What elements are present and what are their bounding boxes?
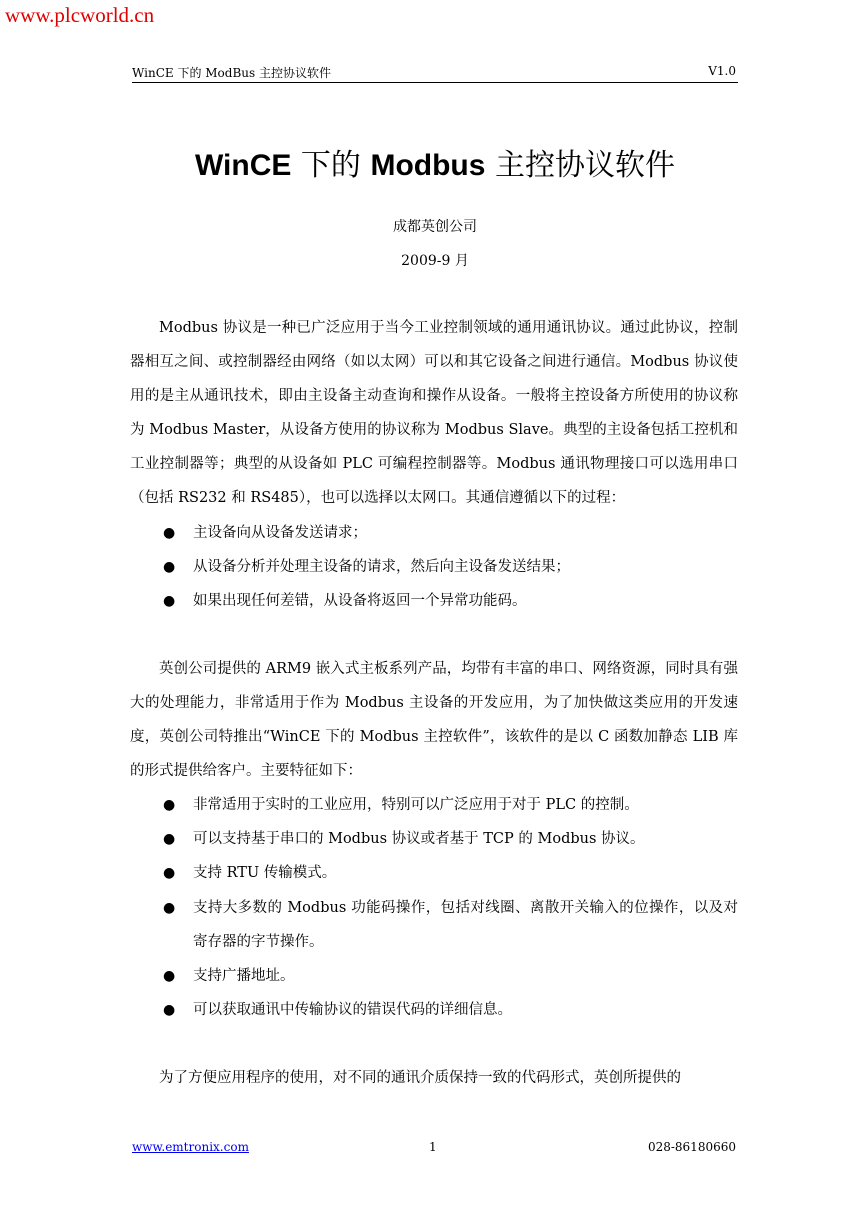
bullet-icon: ●: [163, 558, 176, 575]
title-part-4: 主控协议软件: [485, 148, 675, 183]
list-item-text: 可以获取通讯中传输协议的错误代码的详细信息。: [193, 1001, 512, 1018]
list-item: [130, 516, 738, 550]
bullet-icon: ●: [163, 524, 176, 541]
page-number: 1: [429, 1140, 437, 1154]
bullet-icon: ●: [163, 831, 176, 848]
bullet-icon: ●: [163, 865, 176, 882]
list-item: [130, 788, 738, 822]
list-item: [130, 993, 738, 1027]
document-date: 2009-9 月: [401, 253, 469, 269]
list-item: [130, 959, 738, 993]
list-item-text: 支持 RTU 传输模式。: [193, 865, 337, 882]
list-item-text: 从设备分析并处理主设备的请求，然后向主设备发送结果；: [193, 558, 570, 575]
header-version: V1.0: [708, 64, 736, 78]
page-header: [132, 64, 738, 83]
title-part-3: Modbus: [370, 149, 486, 182]
list-item: [130, 891, 738, 959]
intro-paragraph: Modbus 协议是一种已广泛应用于当今工业控制领域的通用通讯协议。通过此协议，控制器相互之间、或控制器经由网络（如以太网）可以和其它设备之间进行通信。Modbus 协议使用的是主从通讯技术，即由主设备主动查询和操作从设备。一般将主控设备方所使用的协议称为 Modbus Master，从设备方使用的协议称为 Modbus Slave。典型的主设备包括工控机和工业控制器等；典型的从设备如 PLC 可编程控制器等。Modbus 通讯物理接口可以选用串口（包括 RS232 和 RS485），也可以选择以太网口。其通信遵循以下的过程：: [130, 320, 738, 507]
bullet-icon: ●: [163, 1001, 176, 1018]
paragraph-gap: [130, 1027, 738, 1061]
list-item-text: 主设备向从设备发送请求；: [193, 524, 367, 541]
document-title: [132, 140, 738, 184]
feature-list: [130, 788, 738, 1027]
list-item-text: 支持广播地址。: [193, 967, 295, 984]
closing-paragraph: 为了方便应用程序的使用，对不同的通讯介质保持一致的代码形式，英创所提供的: [159, 1069, 681, 1086]
document-body: [130, 311, 738, 1095]
title-part-2: 下的: [291, 148, 371, 183]
process-list: [130, 516, 738, 618]
list-item: [130, 856, 738, 890]
paragraph-gap: [130, 618, 738, 652]
bullet-icon: ●: [163, 899, 176, 916]
bullet-icon: ●: [163, 592, 176, 609]
list-item-text: 可以支持基于串口的 Modbus 协议或者基于 TCP 的 Modbus 协议。: [193, 831, 645, 848]
features-intro-paragraph: 英创公司提供的 ARM9 嵌入式主板系列产品，均带有丰富的串口、网络资源，同时具有强大的处理能力，非常适用于作为 Modbus 主设备的开发应用，为了加快做这类应用的开发速度，英创公司特推出“WinCE 下的 Modbus 主控软件”，该软件的是以 C 函数加静态 LIB 库的形式提供给客户。主要特征如下：: [130, 660, 738, 780]
footer-phone: 028-86180660: [647, 1140, 736, 1154]
footer-website-link[interactable]: www.emtronix.com: [132, 1140, 249, 1154]
list-item: [130, 550, 738, 584]
list-item-text: 非常适用于实时的工业应用，特别可以广泛应用于对于 PLC 的控制。: [193, 797, 639, 814]
bullet-icon: ●: [163, 967, 176, 984]
list-item: [130, 822, 738, 856]
header-title: WinCE 下的 ModBus 主控协议软件: [132, 66, 331, 80]
list-item: [130, 584, 738, 618]
company-name: 成都英创公司: [393, 219, 477, 235]
title-part-1: WinCE: [195, 149, 292, 182]
watermark[interactable]: www.plcworld.cn: [5, 3, 155, 27]
list-item-text: 如果出现任何差错，从设备将返回一个异常功能码。: [193, 592, 527, 609]
bullet-icon: ●: [163, 797, 176, 814]
list-item-text: 支持大多数的 Modbus 功能码操作，包括对线圈、离散开关输入的位操作，以及对寄存器的字节操作。: [193, 899, 738, 950]
